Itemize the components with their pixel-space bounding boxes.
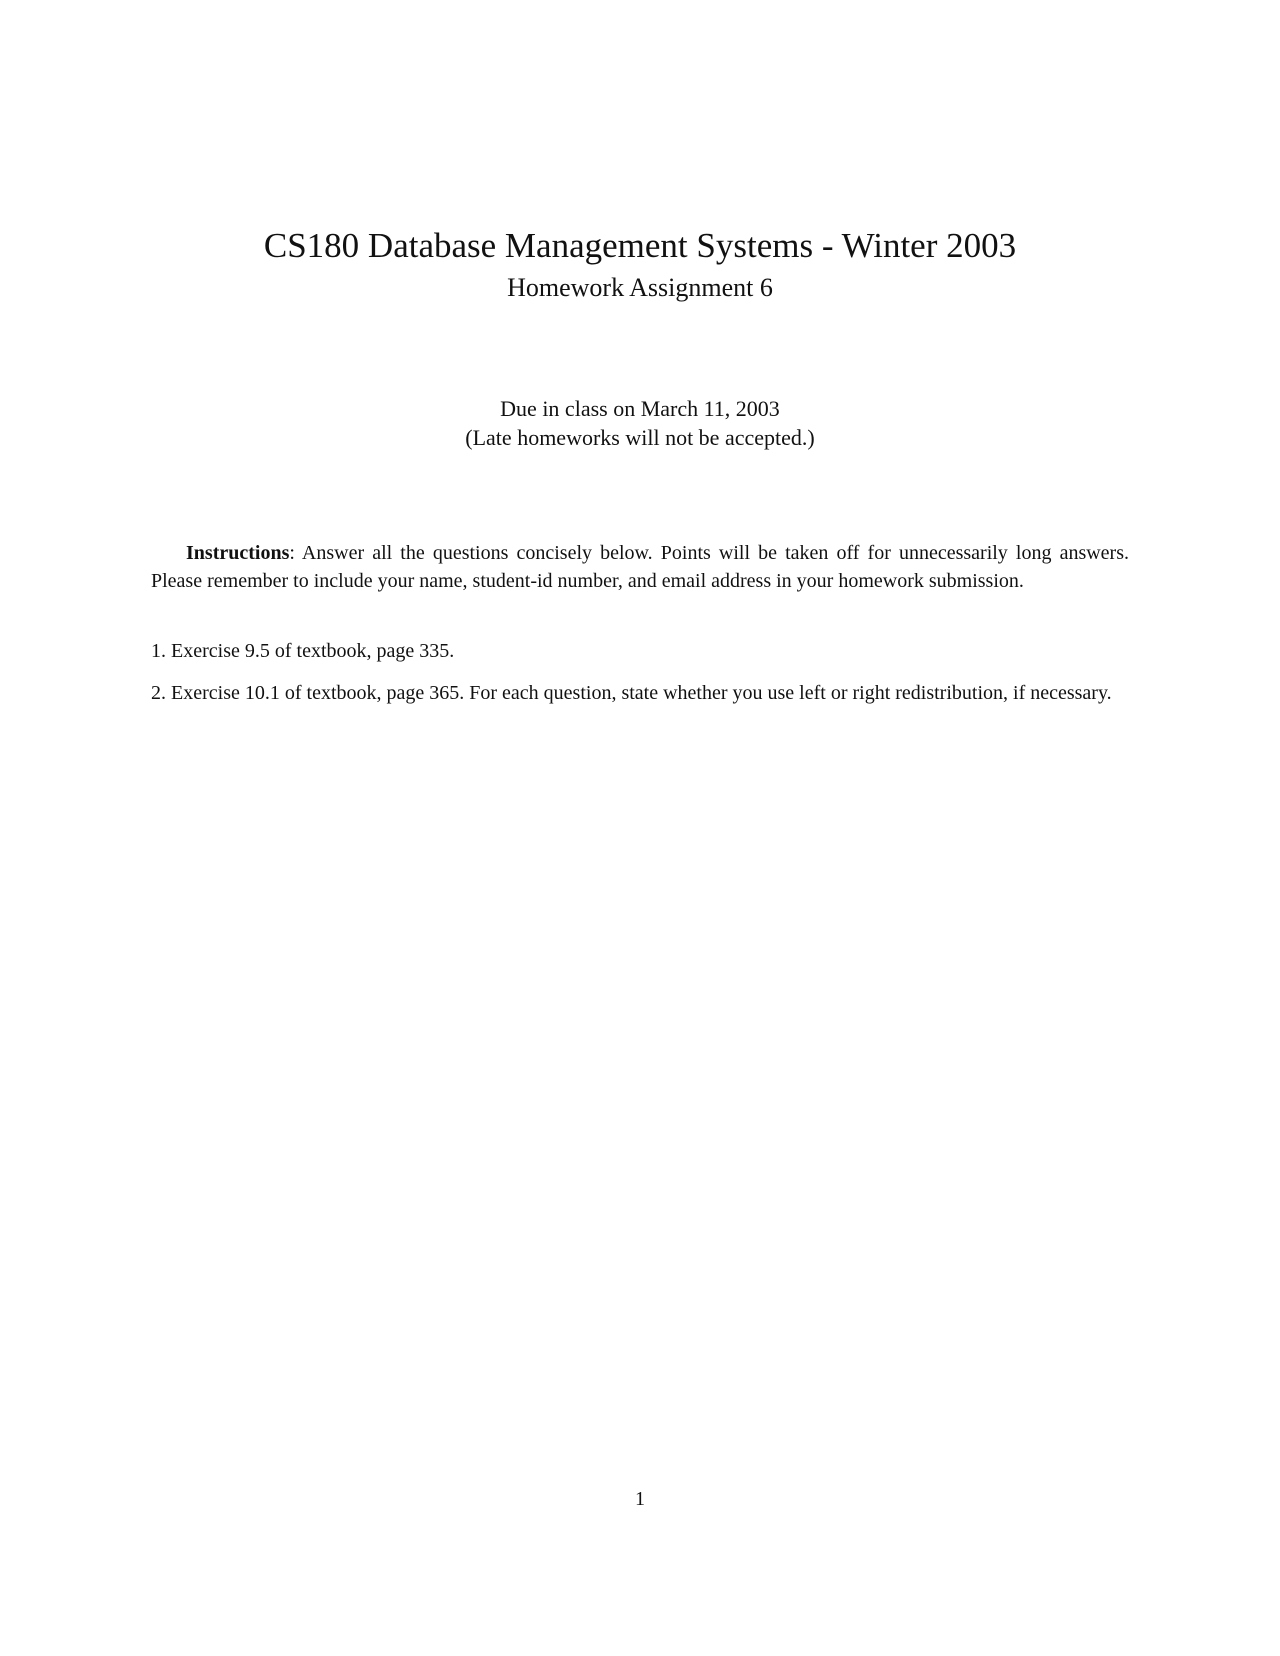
late-policy-note: (Late homeworks will not be accepted.) bbox=[465, 425, 815, 450]
instructions-text: : Answer all the questions concisely below. Points will be taken off for unnecessarily long answers. Please remember to include your name, student-id number, and email address in your homework submission. bbox=[151, 542, 1129, 592]
instructions-paragraph bbox=[151, 539, 1129, 595]
question-2: 2. Exercise 10.1 of textbook, page 365. For each question, state whether you use left or right redistribution, if necessary. bbox=[151, 682, 1112, 704]
assignment-subtitle: Homework Assignment 6 bbox=[507, 273, 773, 302]
page-number: 1 bbox=[635, 1488, 645, 1510]
instructions-label: Instructions bbox=[186, 542, 290, 564]
document-title: CS180 Database Management Systems - Winter 2003 bbox=[263, 226, 1017, 265]
question-1: 1. Exercise 9.5 of textbook, page 335. bbox=[151, 640, 455, 662]
due-date: Due in class on March 11, 2003 bbox=[500, 396, 780, 421]
